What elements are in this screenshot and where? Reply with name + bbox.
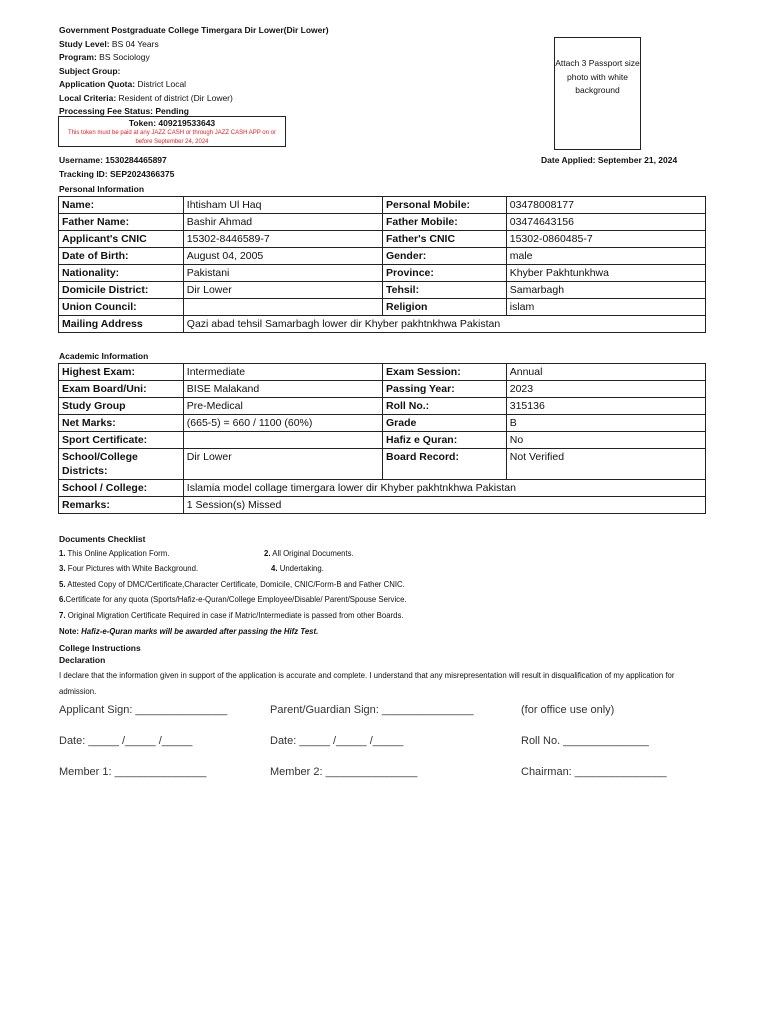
field-value-nationality-1: Pakistani — [183, 265, 382, 282]
field-value-union-council-1 — [183, 299, 382, 316]
field-label-school-districts-2: Board Record: — [383, 449, 507, 480]
checklist-item-7: 7. Original Migration Certificate Required in case if Matric/Intermediate is passed from other Boards. — [59, 611, 404, 620]
field-label-net-marks-0: Net Marks: — [59, 415, 184, 432]
table-row — [59, 265, 706, 282]
office-use: (for office use only) — [521, 704, 615, 716]
field-value-name-3: 03478008177 — [506, 197, 705, 214]
field-label-cnic-2: Father's CNIC — [383, 231, 507, 248]
table-row — [59, 398, 706, 415]
field-label-domicile-0: Domicile District: — [59, 282, 184, 299]
school-label: School / College: — [59, 480, 184, 497]
table-row — [59, 197, 706, 214]
field-label-highest-exam-2: Exam Session: — [383, 364, 507, 381]
study-level: Study Level: BS 04 Years — [59, 38, 159, 49]
member-2-sign: Member 2: _______________ — [270, 766, 418, 778]
field-label-sport-certificate-0: Sport Certificate: — [59, 432, 184, 449]
token-note: This token must be paid at any JAZZ CASH or through JAZZ CASH APP on or before September 24, 2024 — [68, 130, 276, 145]
field-label-name-0: Name: — [59, 197, 184, 214]
field-value-exam-board-3: 2023 — [506, 381, 705, 398]
field-label-dob-0: Date of Birth: — [59, 248, 184, 265]
date-field-2: Date: _____ /_____ /_____ — [270, 735, 404, 747]
field-label-study-group-2: Roll No.: — [383, 398, 507, 415]
header-block — [59, 24, 329, 119]
table-row — [59, 231, 706, 248]
field-value-sport-certificate-3: No — [506, 432, 705, 449]
field-label-dob-2: Gender: — [383, 248, 507, 265]
field-value-sport-certificate-1 — [183, 432, 382, 449]
checklist-item-1: 1. This Online Application Form. — [59, 549, 170, 558]
field-value-net-marks-1: (665-5) = 660 / 1100 (60%) — [183, 415, 382, 432]
checklist-heading: Documents Checklist — [59, 534, 146, 544]
token-number: Token: 409219533643 — [128, 118, 216, 128]
personal-table — [58, 196, 706, 333]
field-label-father-name-0: Father Name: — [59, 214, 184, 231]
field-value-domicile-3: Samarbagh — [506, 282, 705, 299]
remarks-value: 1 Session(s) Missed — [183, 497, 705, 514]
application-quota: Application Quota: District Local — [59, 79, 187, 89]
token-box — [58, 116, 286, 147]
instructions-heading: College Instructions — [59, 643, 141, 653]
table-row — [59, 316, 706, 333]
tracking-id: Tracking ID: SEP2024366375 — [59, 169, 175, 179]
checklist-item-6: 6.Certificate for any quota (Sports/Hafiz-e-Quran/College Employee/Disable/ Parent/Spouse Service. — [59, 595, 407, 604]
school-value: Islamia model collage timergara lower dir Khyber pakhtnkhwa Pakistan — [183, 480, 705, 497]
academic-table — [58, 363, 706, 514]
checklist-item-3: 3. Four Pictures with White Background. — [59, 564, 199, 573]
field-value-nationality-3: Khyber Pakhtunkhwa — [506, 265, 705, 282]
field-value-dob-1: August 04, 2005 — [183, 248, 382, 265]
academic-heading: Academic Information — [59, 351, 149, 361]
roll-no-field: Roll No. ______________ — [521, 735, 649, 747]
fee-status: Processing Fee Status: Pending — [59, 106, 189, 116]
field-label-father-name-2: Father Mobile: — [383, 214, 507, 231]
date-applied: Date Applied: September 21, 2024 — [541, 155, 678, 165]
table-row — [59, 480, 706, 497]
table-row — [59, 449, 706, 480]
field-label-highest-exam-0: Highest Exam: — [59, 364, 184, 381]
field-value-cnic-1: 15302-8446589-7 — [183, 231, 382, 248]
declaration-text: I declare that the information given in support of the application is accurate and complete. I understand that any misrepresentation will result in disqualification of my application for admission. — [59, 671, 675, 696]
applicant-sign: Applicant Sign: _______________ — [59, 704, 228, 716]
field-label-domicile-2: Tehsil: — [383, 282, 507, 299]
table-row — [59, 214, 706, 231]
table-row — [59, 381, 706, 398]
field-label-union-council-2: Religion — [383, 299, 507, 316]
chairman-sign: Chairman: _______________ — [521, 766, 667, 778]
mailing-label: Mailing Address — [59, 316, 184, 333]
field-value-exam-board-1: BISE Malakand — [183, 381, 382, 398]
checklist-item-2: 2. All Original Documents. — [264, 549, 354, 558]
table-row — [59, 299, 706, 316]
field-value-father-name-3: 03474643156 — [506, 214, 705, 231]
field-value-domicile-1: Dir Lower — [183, 282, 382, 299]
field-label-cnic-0: Applicant's CNIC — [59, 231, 184, 248]
local-criteria: Local Criteria: Resident of district (Dir Lower) — [59, 92, 233, 103]
field-value-highest-exam-3: Annual — [506, 364, 705, 381]
table-row — [59, 364, 706, 381]
table-row — [59, 497, 706, 514]
checklist-note: Note: Hafiz-e-Quran marks will be awarded after passing the Hifz Test. — [59, 627, 319, 636]
member-1-sign: Member 1: _______________ — [59, 766, 207, 778]
subject-group: Subject Group: — [59, 65, 121, 76]
personal-heading: Personal Information — [59, 184, 145, 194]
field-value-highest-exam-1: Intermediate — [183, 364, 382, 381]
photo-placeholder: Attach 3 Passport size photo with white background — [554, 37, 641, 150]
table-row — [59, 415, 706, 432]
field-label-study-group-0: Study Group — [59, 398, 184, 415]
field-value-net-marks-3: B — [506, 415, 705, 432]
username: Username: 1530284465897 — [59, 155, 167, 165]
field-label-school-districts-0: School/College Districts: — [59, 449, 184, 480]
field-label-union-council-0: Union Council: — [59, 299, 184, 316]
field-value-school-districts-1: Dir Lower — [183, 449, 382, 480]
field-label-nationality-2: Province: — [383, 265, 507, 282]
parent-sign: Parent/Guardian Sign: _______________ — [270, 704, 474, 716]
college-name: Government Postgraduate College Timergara Dir Lower(Dir Lower) — [59, 25, 329, 35]
field-label-nationality-0: Nationality: — [59, 265, 184, 282]
field-label-exam-board-0: Exam Board/Uni: — [59, 381, 184, 398]
date-field-1: Date: _____ /_____ /_____ — [59, 735, 193, 747]
field-label-net-marks-2: Grade — [383, 415, 507, 432]
mailing-address: Qazi abad tehsil Samarbagh lower dir Khyber pakhtnkhwa Pakistan — [183, 316, 705, 333]
checklist-item-4: 4. Undertaking. — [271, 564, 324, 573]
field-value-cnic-3: 15302-0860485-7 — [506, 231, 705, 248]
checklist-item-5: 5. Attested Copy of DMC/Certificate,Character Certificate, Domicile, CNIC/Form-B and Father CNIC. — [59, 580, 405, 589]
field-label-name-2: Personal Mobile: — [383, 197, 507, 214]
declaration-heading: Declaration — [59, 655, 106, 665]
program: Program: BS Sociology — [59, 52, 150, 62]
field-value-father-name-1: Bashir Ahmad — [183, 214, 382, 231]
field-value-study-group-1: Pre-Medical — [183, 398, 382, 415]
field-label-exam-board-2: Passing Year: — [383, 381, 507, 398]
remarks-label: Remarks: — [59, 497, 184, 514]
field-value-union-council-3: islam — [506, 299, 705, 316]
field-value-name-1: Ihtisham Ul Haq — [183, 197, 382, 214]
field-value-school-districts-3: Not Verified — [506, 449, 705, 480]
table-row — [59, 432, 706, 449]
field-label-sport-certificate-2: Hafiz e Quran: — [383, 432, 507, 449]
field-value-study-group-3: 315136 — [506, 398, 705, 415]
field-value-dob-3: male — [506, 248, 705, 265]
table-row — [59, 248, 706, 265]
table-row — [59, 282, 706, 299]
